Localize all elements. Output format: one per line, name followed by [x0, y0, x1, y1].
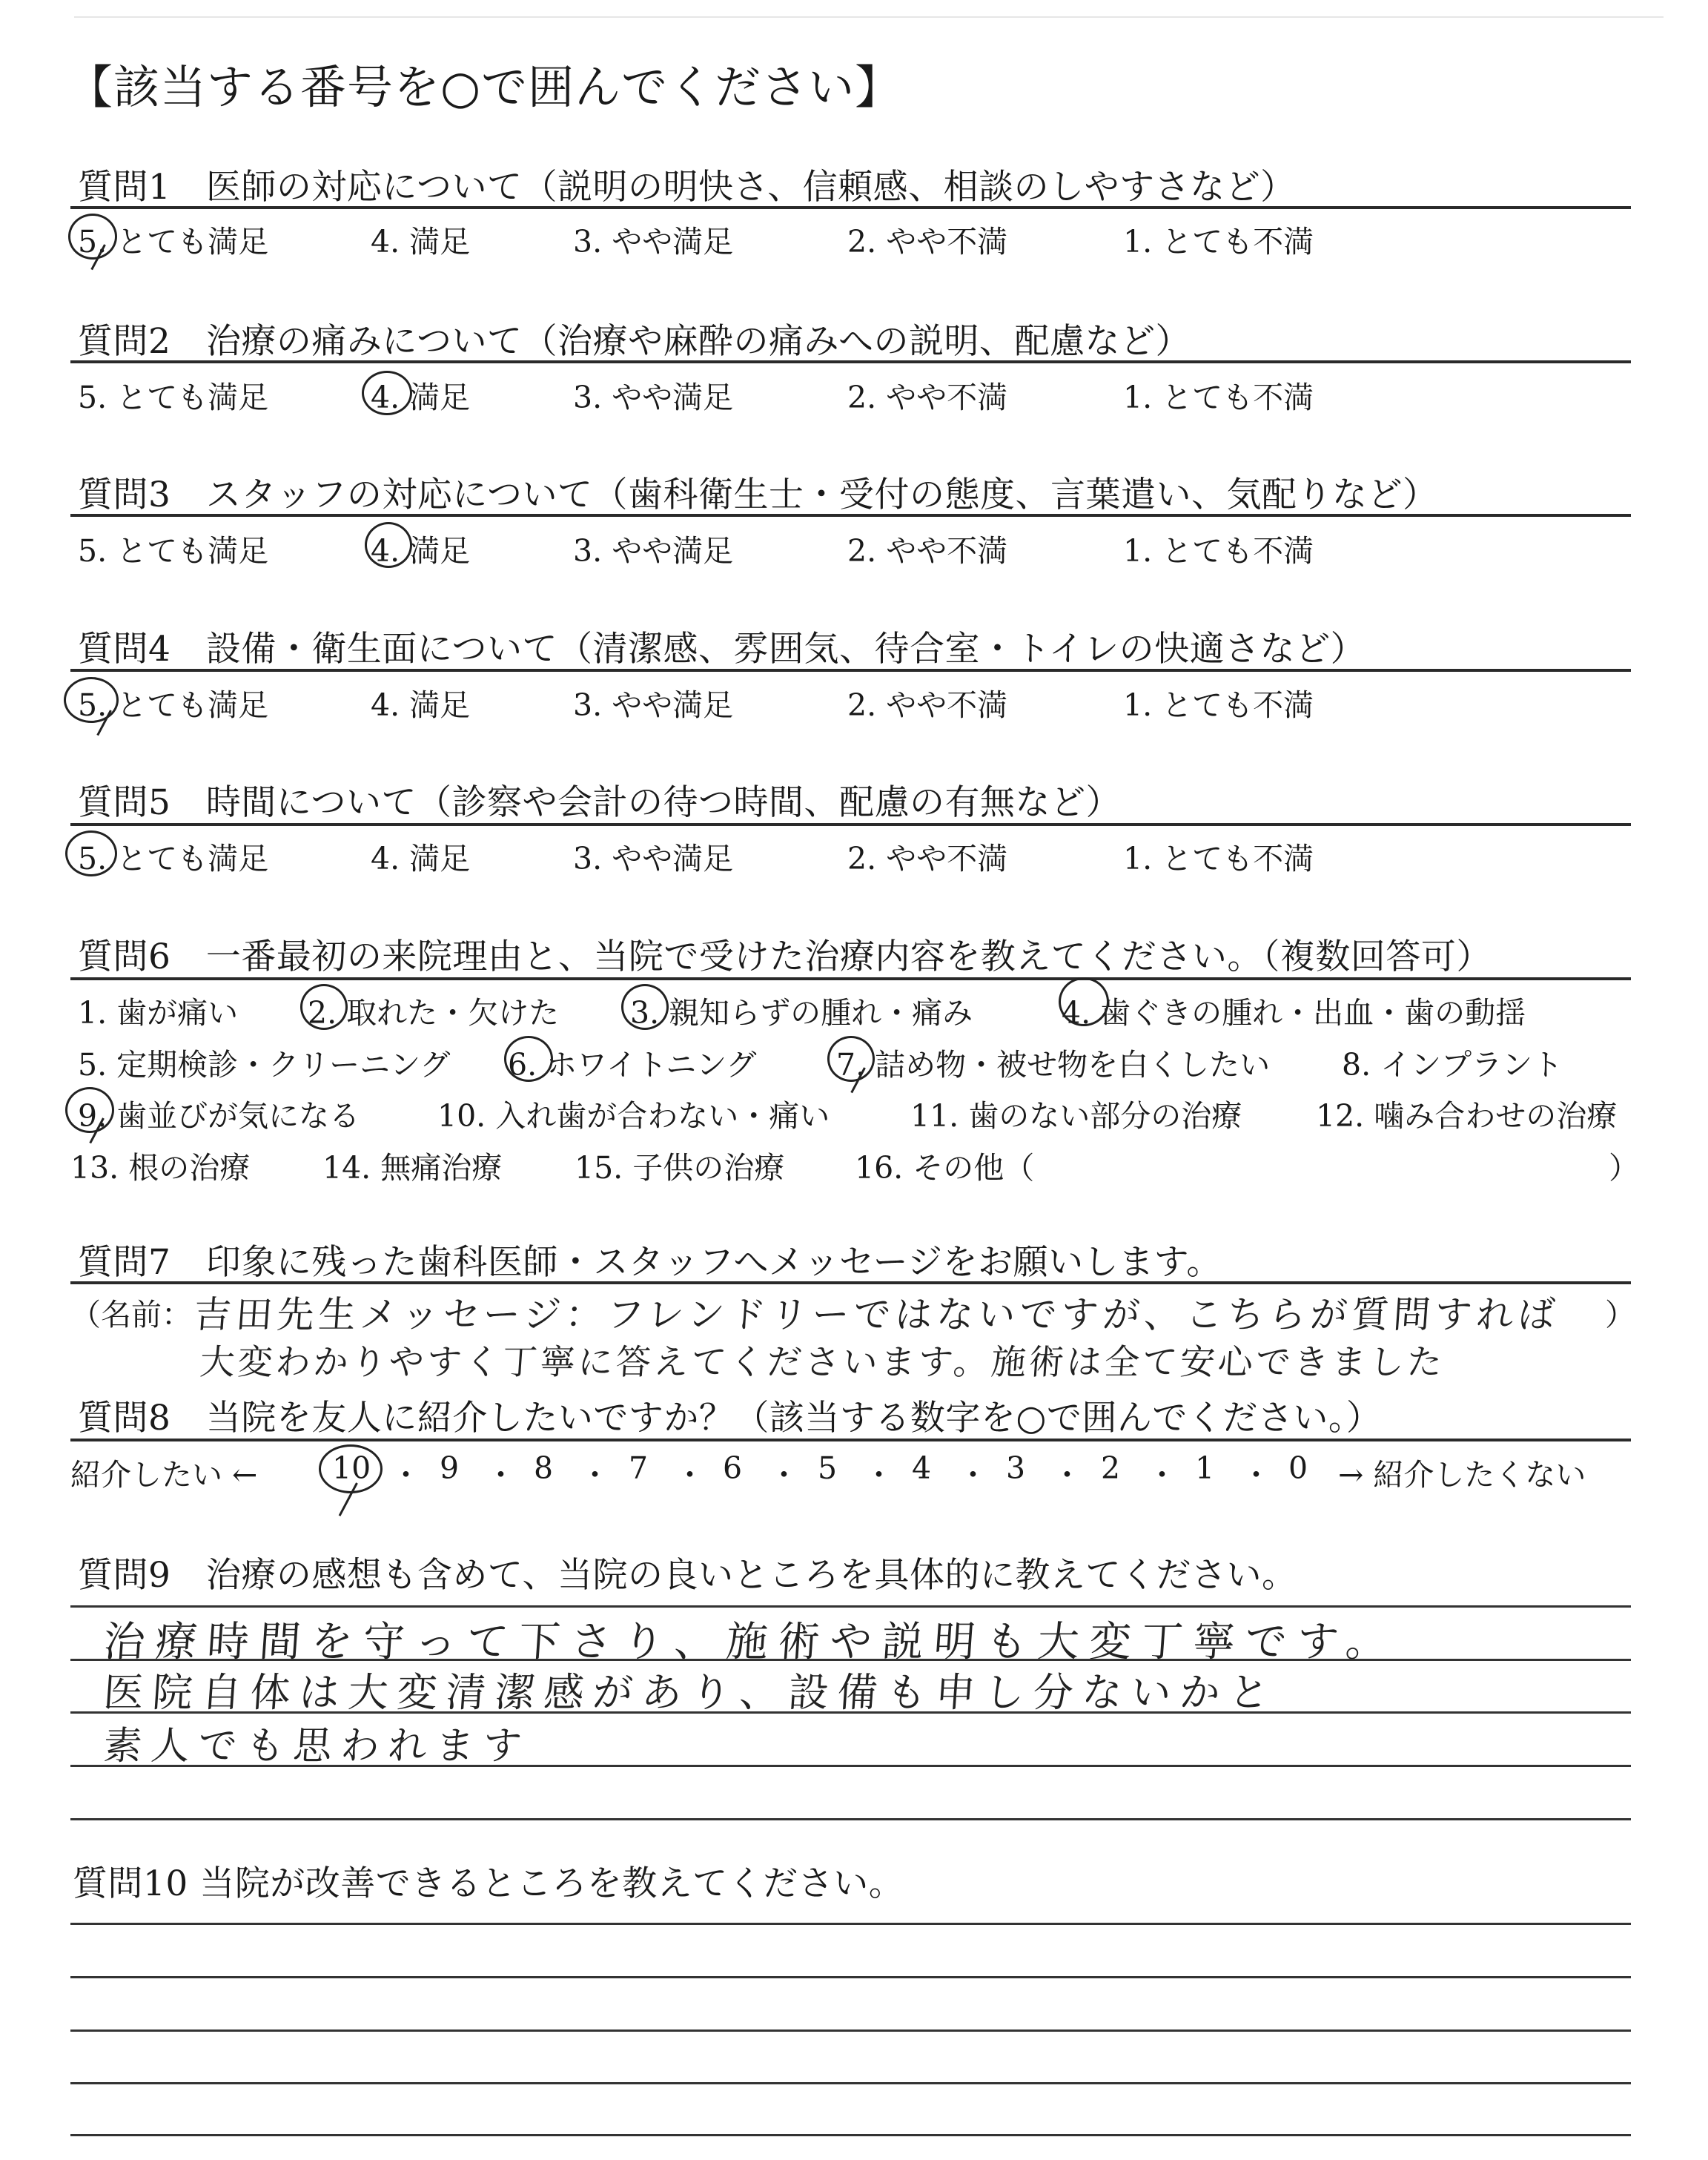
q6-item-15[interactable]: 15. 子供の治療 [575, 1150, 785, 1186]
q5-option-3[interactable]: 3. やや満足 [573, 841, 734, 876]
q8-sep: ・ [958, 1457, 988, 1493]
q1-rule [70, 206, 1631, 209]
q6-item-1[interactable]: 1. 歯が痛い [78, 995, 239, 1031]
q1-option-4[interactable]: 4. 満足 [371, 224, 471, 260]
q8-scale-9[interactable]: 9 [440, 1450, 460, 1486]
q8-scale-10[interactable]: 10 [332, 1450, 371, 1486]
q8-scale-0[interactable]: 0 [1288, 1450, 1308, 1486]
q2-rule [70, 360, 1631, 363]
q4-option-3[interactable]: 3. やや満足 [573, 687, 734, 723]
q4-rule [70, 669, 1631, 672]
q8-sep: ・ [864, 1457, 894, 1493]
q7-title: 質問7 印象に残った歯科医師・スタッフへメッセージをお願いします。 [78, 1242, 1222, 1283]
q2-option-5[interactable]: 5. とても満足 [78, 380, 269, 415]
q6-circle-7 [827, 1036, 875, 1082]
q4-option-5[interactable]: 5. とても満足 [78, 687, 269, 723]
q7-handwritten-line-1: 吉田先生メッセージ：フレンドリーではないですが、こちらが質問すれば [192, 1293, 1561, 1336]
form-title: 【該当する番号を○で囲んでください】 [67, 60, 902, 114]
q8-sep: ・ [486, 1457, 516, 1493]
q7-name-label: （名前： [70, 1297, 192, 1332]
q10-ruled-line [70, 1976, 1631, 1978]
q6-item-9[interactable]: 9. 歯並びが気になる [78, 1098, 360, 1134]
q1-option-1[interactable]: 1. とても不満 [1123, 224, 1314, 260]
q3-selection-circle [365, 522, 412, 568]
top-border [74, 16, 1664, 18]
q6-circle-9 [65, 1087, 114, 1133]
q6-other-close: ） [1609, 1150, 1639, 1186]
q1-title: 質問1 医師の対応について（説明の明快さ、信頼感、相談のしやすさなど） [78, 167, 1296, 208]
q2-option-3[interactable]: 3. やや満足 [573, 380, 734, 415]
q6-item-10[interactable]: 10. 入れ歯が合わない・痛い [437, 1098, 830, 1134]
q8-scale-6[interactable]: 6 [723, 1450, 743, 1486]
q4-option-1[interactable]: 1. とても不満 [1123, 687, 1314, 723]
q8-scale-4[interactable]: 4 [912, 1450, 932, 1486]
q8-sep: ・ [391, 1457, 421, 1493]
q10-ruled-line [70, 1923, 1631, 1925]
q6-item-13[interactable]: 13. 根の治療 [70, 1150, 251, 1186]
q6-item-5[interactable]: 5. 定期検診・クリーニング [78, 1047, 451, 1083]
q5-option-1[interactable]: 1. とても不満 [1123, 841, 1314, 876]
q5-option-4[interactable]: 4. 満足 [371, 841, 471, 876]
q6-item-4[interactable]: 4. 歯ぐきの腫れ・出血・歯の動揺 [1062, 995, 1526, 1031]
q1-selection-circle [68, 214, 117, 260]
q8-right-label: → 紹介したくない [1338, 1457, 1586, 1493]
q2-title: 質問2 治療の痛みについて（治療や麻酔の痛みへの説明、配慮など） [78, 321, 1191, 362]
q1-option-3[interactable]: 3. やや満足 [573, 224, 734, 260]
q8-sep: ・ [580, 1457, 610, 1493]
q3-rule [70, 514, 1631, 517]
q8-scale-5[interactable]: 5 [818, 1450, 838, 1486]
q5-title: 質問5 時間について（診察や会計の待つ時間、配慮の有無など） [78, 782, 1121, 823]
q1-option-5[interactable]: 5. とても満足 [78, 224, 269, 260]
q7-handwritten-line-2: 大変わかりやすく丁寧に答えてくださいます。施術は全て安心できました [198, 1342, 1446, 1383]
q8-sep: ・ [675, 1457, 705, 1493]
q2-option-1[interactable]: 1. とても不満 [1123, 380, 1314, 415]
q7-close-paren: ） [1605, 1297, 1635, 1332]
q6-circle-4 [1059, 977, 1109, 1026]
q3-option-3[interactable]: 3. やや満足 [573, 533, 734, 569]
q10-ruled-line [70, 2134, 1631, 2136]
q10-ruled-line [70, 2029, 1631, 2032]
q6-item-2[interactable]: 2. 取れた・欠けた [308, 995, 560, 1031]
q5-selection-circle [65, 830, 117, 876]
q6-item-7[interactable]: 7. 詰め物・被せ物を白くしたい [836, 1047, 1271, 1083]
q8-sep: ・ [1052, 1457, 1082, 1493]
q9-handwritten-line-3: 素人でも思われます [102, 1724, 532, 1768]
q9-handwritten-line-1: 治療時間を守って下さり、施術や説明も大変丁寧です。 [102, 1618, 1400, 1666]
q6-item-11[interactable]: 11. 歯のない部分の治療 [910, 1098, 1242, 1134]
q6-rule [70, 977, 1631, 980]
q2-selection-circle [362, 371, 412, 415]
q4-option-4[interactable]: 4. 満足 [371, 687, 471, 723]
q3-title: 質問3 スタッフの対応について（歯科衛生士・受付の態度、言葉遣い、気配りなど） [78, 475, 1438, 515]
q6-item-3[interactable]: 3. 親知らずの腫れ・痛み [630, 995, 973, 1031]
q8-scale-2[interactable]: 2 [1101, 1450, 1121, 1486]
q8-sep: ・ [769, 1457, 799, 1493]
q7-rule [70, 1281, 1631, 1284]
q9-ruled-line [70, 1605, 1631, 1608]
q6-item-6[interactable]: 6. ホワイトニング [508, 1047, 757, 1083]
q4-title: 質問4 設備・衛生面について（清潔感、雰囲気、待合室・トイレの快適さなど） [78, 629, 1366, 670]
q2-option-4[interactable]: 4. 満足 [371, 380, 471, 415]
q9-handwritten-line-2: 医院自体は大変清潔感があり、設備も申し分ないかと [102, 1669, 1280, 1716]
q9-title: 質問9 治療の感想も含めて、当院の良いところを具体的に教えてください。 [78, 1555, 1297, 1596]
q6-circle-2 [300, 984, 348, 1030]
q6-item-12[interactable]: 12. 噛み合わせの治療 [1316, 1098, 1618, 1134]
q5-option-2[interactable]: 2. やや不満 [847, 841, 1008, 876]
q8-scale-3[interactable]: 3 [1006, 1450, 1026, 1486]
q6-item-8[interactable]: 8. インプラント [1342, 1047, 1563, 1083]
q8-selection-circle [319, 1444, 383, 1493]
q10-title: 質問10 当院が改善できるところを教えてください。 [73, 1863, 904, 1904]
q8-rule [70, 1439, 1631, 1441]
q5-option-5[interactable]: 5. とても満足 [78, 841, 269, 876]
q10-ruled-line [70, 2082, 1631, 2084]
q6-title: 質問6 一番最初の来院理由と、当院で受けた治療内容を教えてください。（複数回答可） [78, 937, 1492, 977]
q3-option-5[interactable]: 5. とても満足 [78, 533, 269, 569]
q3-option-1[interactable]: 1. とても不満 [1123, 533, 1314, 569]
q4-option-2[interactable]: 2. やや不満 [847, 687, 1008, 723]
q3-option-4[interactable]: 4. 満足 [371, 533, 471, 569]
q4-selection-circle [64, 677, 119, 723]
q8-title: 質問8 当院を友人に紹介したいですか？（該当する数字を○で囲んでください。） [78, 1398, 1382, 1439]
q8-sep: ・ [1147, 1457, 1177, 1493]
q8-scale-1[interactable]: 1 [1195, 1450, 1215, 1486]
q6-item-14[interactable]: 14. 無痛治療 [322, 1150, 503, 1186]
q8-scale-8[interactable]: 8 [534, 1450, 554, 1486]
q8-scale-7[interactable]: 7 [629, 1450, 649, 1486]
q9-ruled-line [70, 1818, 1631, 1820]
q5-rule [70, 823, 1631, 826]
q3-option-2[interactable]: 2. やや不満 [847, 533, 1008, 569]
q1-option-2[interactable]: 2. やや不満 [847, 224, 1008, 260]
q8-left-label: 紹介したい ← [70, 1457, 258, 1493]
q6-item-16[interactable]: 16. その他（ [855, 1150, 1035, 1186]
q6-circle-6 [504, 1036, 553, 1082]
q2-option-2[interactable]: 2. やや不満 [847, 380, 1008, 415]
q6-circle-3 [621, 984, 669, 1030]
q8-sep: ・ [1241, 1457, 1271, 1493]
